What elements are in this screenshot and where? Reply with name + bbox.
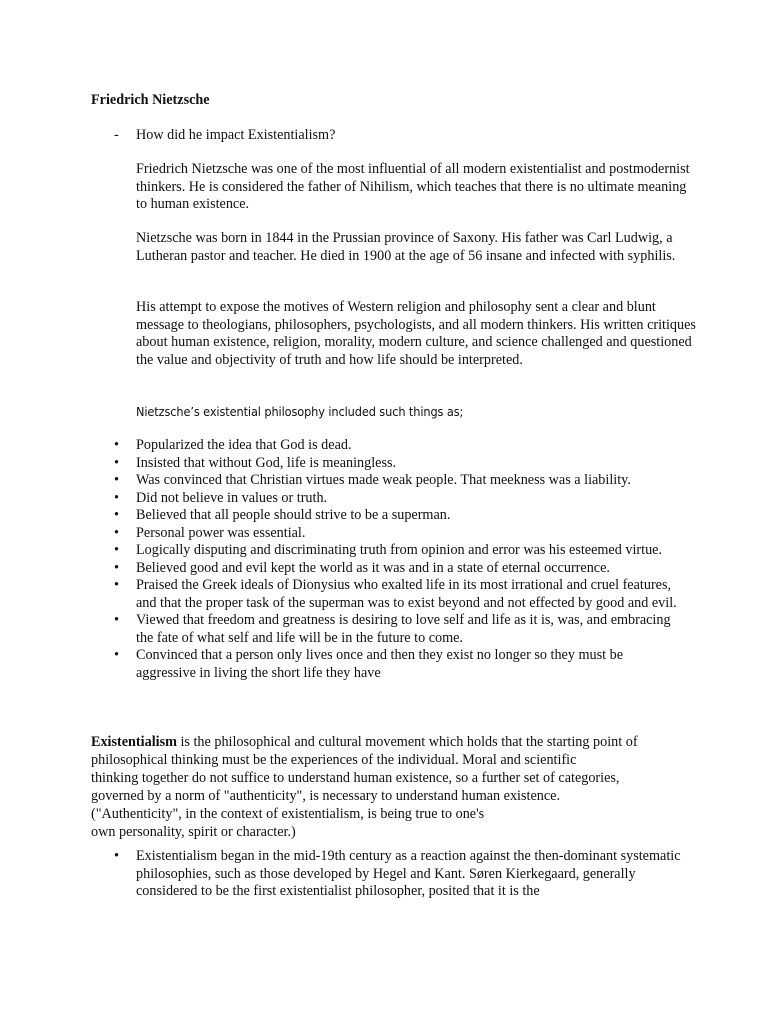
bullet-marker: • bbox=[114, 542, 119, 558]
list-item bbox=[114, 542, 684, 560]
definition-line: governed by a norm of "authenticity", is necessary to understand human existence. bbox=[91, 788, 560, 804]
list-item-text: Was convinced that Christian virtues made weak people. That meekness was a liability. bbox=[136, 472, 631, 488]
paragraph-intro-list: Nietzsche’s existential philosophy included such things as; bbox=[136, 404, 464, 419]
definition-line: ("Authenticity", in the context of existentialism, is being true to one's bbox=[91, 806, 485, 822]
list-item bbox=[114, 507, 684, 525]
definition-line: is the philosophical and cultural movement which holds that the starting point of bbox=[176, 734, 638, 750]
list-item bbox=[114, 577, 684, 612]
dash-marker: - bbox=[114, 127, 119, 143]
definition-line: philosophical thinking must be the experiences of the individual. Moral and scientific bbox=[91, 752, 577, 768]
history-list bbox=[114, 848, 684, 901]
list-item-text: Viewed that freedom and greatness is desiring to love self and life as it is, was, and embracing the fate of what self and life will be in the future to come. bbox=[136, 612, 671, 646]
list-item bbox=[114, 437, 684, 455]
list-item-text: Believed good and evil kept the world as it was and in a state of eternal occurrence. bbox=[136, 559, 610, 576]
list-item-text: Existentialism began in the mid-19th century as a reaction against the then-dominant systematic philosophies, such as those developed by Hegel and Kant. Søren Kierkegaard, generally considered to be the first existentialist philosopher, posited that it is the bbox=[136, 848, 681, 899]
paragraph-influence: Friedrich Nietzsche was one of the most influential of all modern existentialist and postmodernist thinkers. He is considered the father of Nihilism, which teaches that there is no ultimate meaning to human existence. bbox=[136, 161, 690, 212]
bullet-marker: • bbox=[114, 647, 119, 663]
bullet-marker: • bbox=[114, 577, 119, 593]
question-text: How did he impact Existentialism? bbox=[136, 127, 336, 143]
list-item bbox=[114, 455, 684, 473]
list-item bbox=[114, 612, 684, 647]
bullet-marker: • bbox=[114, 489, 119, 506]
list-item-text: Believed that all people should strive to be a superman. bbox=[136, 507, 451, 523]
list-item-text: Did not believe in values or truth. bbox=[136, 489, 328, 506]
list-item-text: Logically disputing and discriminating truth from opinion and error was his esteemed virtue. bbox=[136, 542, 663, 558]
existentialism-term: Existentialism bbox=[91, 734, 177, 750]
bullet-marker: • bbox=[114, 454, 119, 471]
document-title: Friedrich Nietzsche bbox=[91, 92, 210, 108]
paragraph-biography: Nietzsche was born in 1844 in the Prussian province of Saxony. His father was Carl Ludwig, a Lutheran pastor and teacher. He died in 1900 at the age of 56 insane and infected with syphilis. bbox=[136, 230, 676, 264]
philosophy-list bbox=[114, 437, 684, 682]
bullet-marker: • bbox=[114, 848, 119, 864]
paragraph-critiques: His attempt to expose the motives of Western religion and philosophy sent a clear and blunt message to theologians, philosophers, psychologists, and all modern thinkers. His written critiques about human existence, religion, morality, modern culture, and science challenged and questioned the value and objectivity of truth and how life should be interpreted. bbox=[136, 299, 696, 368]
list-item-text: Convinced that a person only lives once and then they exist no longer so they must be aggressive in living the short life they have bbox=[136, 647, 624, 681]
list-item-text: Insisted that without God, life is meaningless. bbox=[136, 454, 397, 471]
bullet-marker: • bbox=[114, 559, 119, 576]
bullet-marker: • bbox=[114, 612, 119, 628]
list-item-text: Personal power was essential. bbox=[136, 524, 306, 541]
list-item bbox=[114, 490, 684, 508]
list-item bbox=[114, 848, 684, 901]
list-item bbox=[114, 560, 684, 578]
bullet-marker: • bbox=[114, 524, 119, 541]
list-item-text: Praised the Greek ideals of Dionysius who exalted life in its most irrational and cruel features, and that the proper task of the superman was to exist beyond and not effected by good and evil. bbox=[136, 577, 677, 611]
list-item bbox=[114, 525, 684, 543]
list-item bbox=[114, 472, 684, 490]
existentialism-definition bbox=[91, 733, 691, 841]
definition-line: own personality, spirit or character.) bbox=[91, 824, 296, 840]
definition-line: thinking together do not suffice to understand human existence, so a further set of categories, bbox=[91, 770, 620, 786]
list-item-text: Popularized the idea that God is dead. bbox=[136, 437, 352, 453]
bullet-marker: • bbox=[114, 472, 119, 488]
bullet-marker: • bbox=[114, 437, 119, 453]
list-item bbox=[114, 647, 684, 682]
bullet-marker: • bbox=[114, 507, 119, 523]
